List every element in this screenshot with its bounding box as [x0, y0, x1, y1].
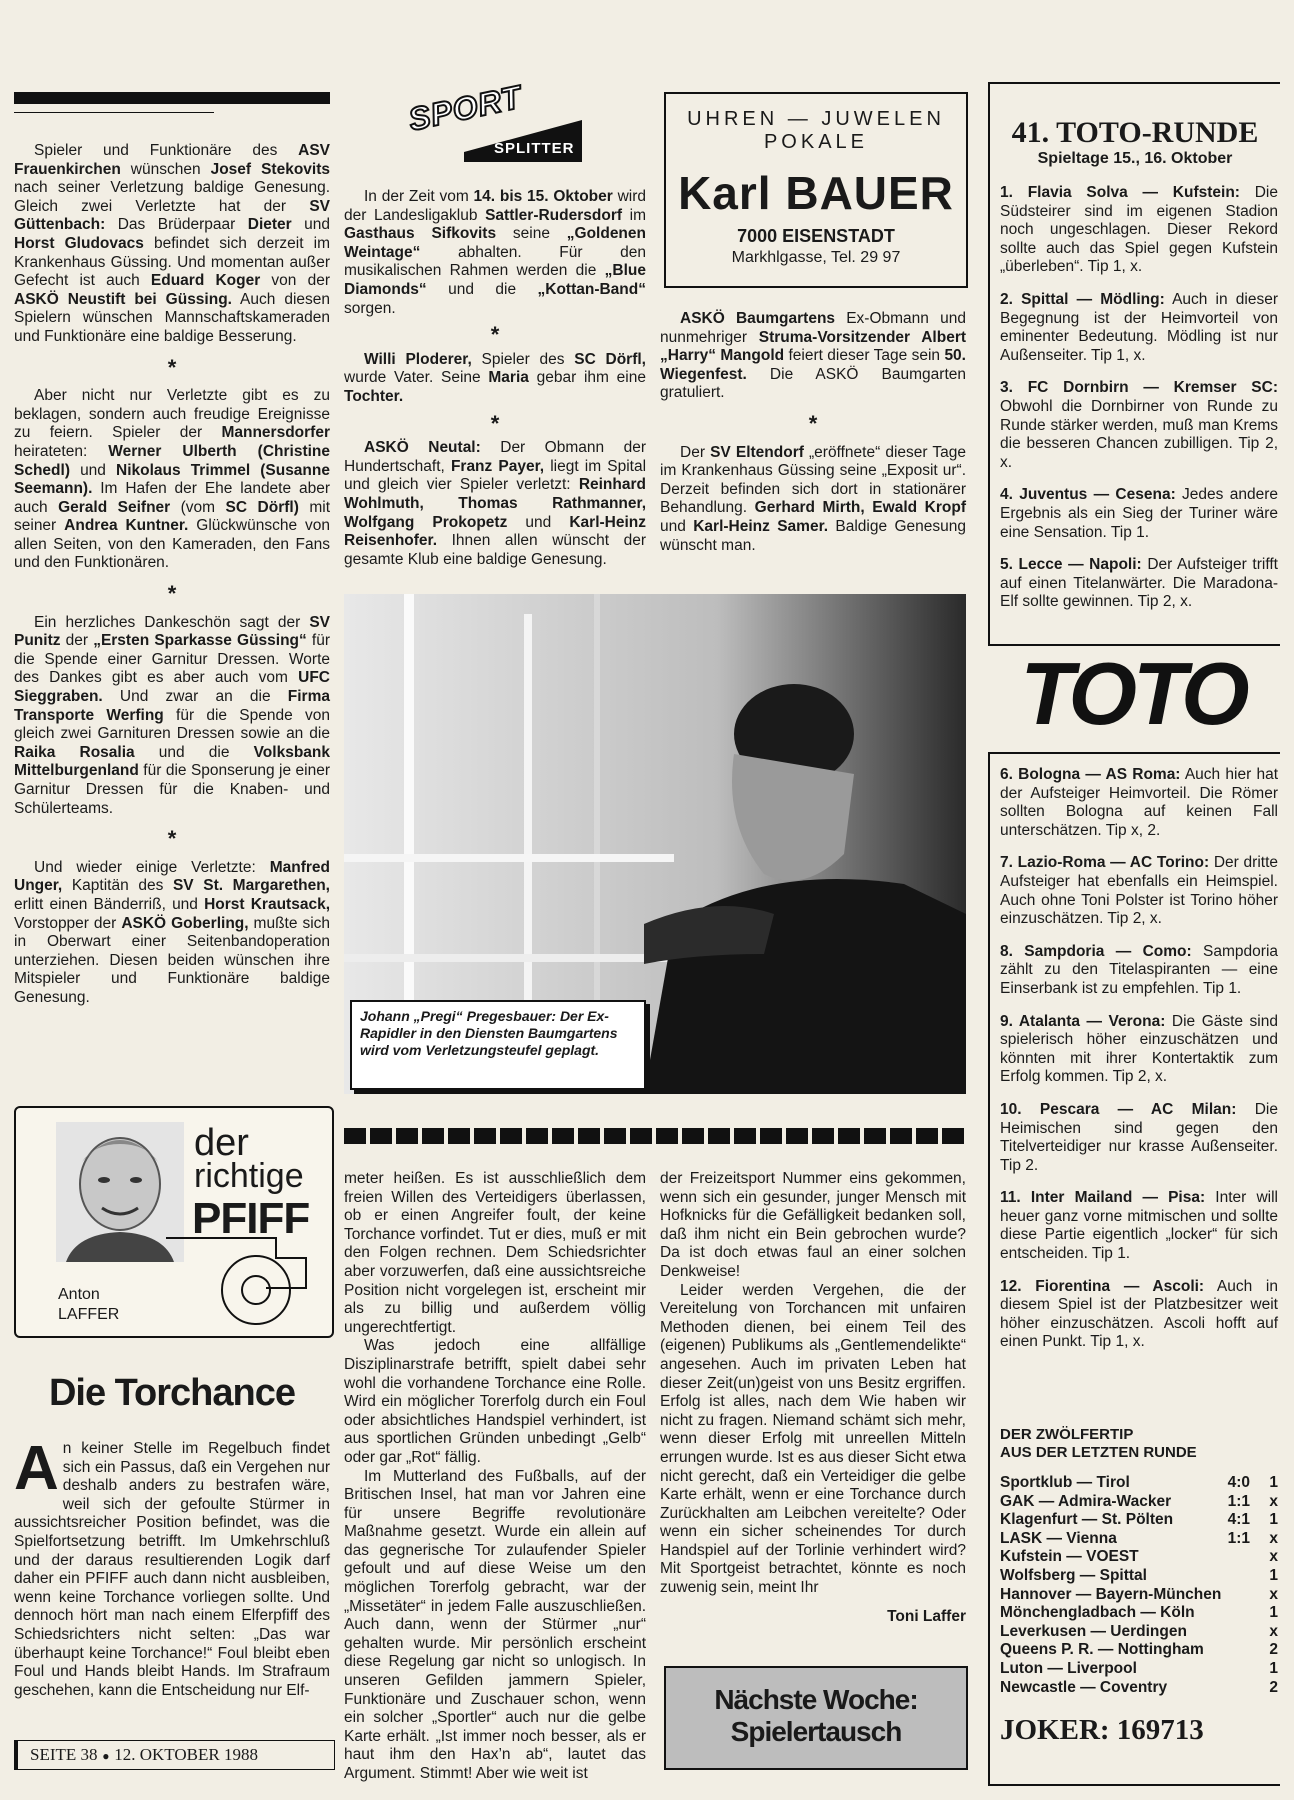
divider-dash: [552, 1128, 574, 1144]
toto-item: 2. Spittal — Mödling: Auch in dieser Begegnung ist der Heimvorteil von eminenter Bedeutung. Mödling ist nur Außenseiter. Tip 1, x.: [1000, 290, 1278, 364]
article-text-col1: n keiner Stelle im Regelbuch findet sich ein Passus, daß ein Vergehen nur deshalb anders zu bestrafen wäre, weil sich der gefoulte Stürmer in aussichtsreicher Position befindet, was die Spielfortsetzung betrifft. Im Umkehrschluß und der daraus resultierenden Logik darf daher ein PFIFF auch dann nicht ausbleiben, wenn keine Torchance vorliegen sollte. Und dennoch hört man nach einem Elferpfiff des Schiedsrichters nicht selten: „Das war überhaupt keine Torchance!“ Foul bleibt eben Foul und Hands bleibt Hands. Im Strafraum geschehen, kann die Entscheidung nur Elf-: [14, 1440, 330, 1699]
bold-run: Maria: [488, 369, 529, 387]
bold-run: „Blue Diamonds“: [344, 262, 646, 298]
col3-para-1: ASKÖ Baumgartens Ex-Obmann und nunmehriger Struma-Vorsitzender Albert „Harry“ Mangold feiert dieser Tage sein 50. Wiegenfest. Die ASKÖ Baumgarten gratuliert.: [660, 310, 967, 402]
col2-para-2: Willi Ploderer, Spieler des SC Dörfl, wurde Vater. Seine Maria gebar ihm eine Tochter.: [344, 350, 646, 405]
toto-item: 4. Juventus — Cesena: Jedes andere Ergebnis als ein Sieg der Turiner wäre eine Sensation. Tip 1.: [1000, 486, 1278, 541]
joker-number: JOKER: 169713: [1000, 1714, 1204, 1746]
result-match: Kufstein — VOEST: [1000, 1548, 1139, 1566]
result-tip: 1: [1269, 1659, 1278, 1677]
divider-dash: [396, 1128, 418, 1144]
drop-cap: A: [14, 1434, 59, 1503]
col2-para-3: ASKÖ Neutal: Der Obmann der Hundertschaft, Franz Payer, liegt im Spital und gleich vier Spieler verletzt: Reinhard Wohlmuth, Thomas Rathmanner, Wolfgang Prokopetz und Karl-Heinz Reisenhofer. Ihnen allen wünscht der gesamte Klub eine baldige Genesung.: [344, 439, 647, 568]
toto-subheading: Spieltage 15., 16. Oktober: [1037, 150, 1233, 167]
toto-match: 9. Atalanta — Verona:: [1000, 1012, 1166, 1030]
result-row: [1000, 1660, 1278, 1679]
result-match: LASK — Vienna: [1000, 1529, 1117, 1547]
divider-dash: [578, 1128, 600, 1144]
toto-heading: 41. TOTO-RUNDE: [1011, 116, 1259, 149]
col2-para-1: In der Zeit vom 14. bis 15. Oktober wird der Landesligaklub Sattler-Rudersdorf im Gasthaus Sifkovits seine „Goldenen Weintage“ abhalten. Für den musikalischen Rahmen werden die „Blue Diamonds“ und die „Kottan-Band“ sorgen.: [344, 188, 646, 317]
separator-star: *: [808, 410, 818, 436]
article-col3-para-2: Leider werden Vergehen, die der Vereitelung von Torchancen mit unfairen Methoden dienen, bei einem Teil des (eigenen) Publikums als „Gentlemendelikte“ angesehen. Auch im privaten Leben hat dieser Zeit(un)geist von uns Besitz ergriffen. Erfolg ist alles, nach dem Wie haben wir nicht zu fragen. Niemand schämt sich mehr, wenn dieser Erfolg mit unreellen Mitteln errungen wurde. Ist es aus dieser Sicht etwa nicht gerecht, daß ein Verteidiger die gelbe Karte erhält, wenn er eine Torchance durch Zurückhalten am Leibchen vereitelte? Oder wenn ein sicher scheinendes Tor durch Handspiel auf der Torlinie verhindert wird? Mit Sportgeist betrachtet, könnte es noch zuwenig sein, meint Ihr: [660, 1281, 966, 1597]
bold-run: Horst Gludovacs: [14, 234, 144, 252]
bold-run: Manfred Unger,: [14, 858, 330, 895]
bold-run: „Ersten Sparkasse Güssing“: [93, 632, 307, 650]
article-title: Die Torchance: [48, 1372, 296, 1414]
result-tip: 2: [1269, 1678, 1278, 1696]
result-score: 4:0: [1227, 1474, 1250, 1491]
divider-dash: [474, 1128, 496, 1144]
result-score: 4:1: [1227, 1511, 1250, 1529]
divider-dash: [630, 1128, 652, 1144]
article-col2-para-2: Was jedoch eine allfällige Disziplinarstrafe betrifft, spielt dabei sehr wohl die vorhandene Torchance eine Rolle. Wird ein möglicher Torerfolg durch ein Foul oder absichtliches Handspiel verhindert, ist aus sportlichen Gründen unbedingt „Gelb“ oder gar „Rot“ fällig.: [344, 1337, 646, 1466]
column-1-text: [14, 142, 330, 1008]
next-week-line-2: Spielertausch: [730, 1716, 902, 1747]
toto-item: 11. Inter Mailand — Pisa: Inter will heuer ganz vorne mitmischen und sollte diese Partie eigentlich „locker“ für sich entscheiden. Tip 1.: [1000, 1189, 1278, 1263]
toto-item: 7. Lazio-Roma — AC Torino: Der dritte Aufsteiger hat ebenfalls ein Heimspiel. Auch ohne Toni Polster ist Torino höher einzuschätzen. Tip 2, x.: [1000, 854, 1278, 928]
result-row: [1000, 1530, 1278, 1549]
bold-run: Gerhard Mirth, Ewald Kropf: [754, 499, 966, 517]
bold-run: Tochter.: [344, 387, 404, 405]
toto-items-1: [1000, 184, 1278, 626]
toto-item: 1. Flavia Solva — Kufstein: Die Südsteirer sind im eigenen Stadion noch ungeschlagen. Dieser Rekord sollte auch das Spiel gegen Kufstein „überleben“. Tip 1, x.: [1000, 184, 1278, 276]
bold-run: Mannersdorfer: [221, 424, 330, 442]
divider-dash: [500, 1128, 522, 1144]
toto-item: 3. FC Dornbirn — Kremser SC: Obwohl die Dornbirner von Runde zu Runde stärker werden, muß man Krems die besseren Chancen zubilligen. Tip 2, x.: [1000, 379, 1278, 471]
photo-caption-box: [350, 1000, 646, 1090]
result-tip: 1: [1269, 1511, 1278, 1529]
toto-match: 10. Pescara — AC Milan:: [1000, 1100, 1237, 1118]
toto-match: 2. Spittal — Mödling:: [1000, 290, 1165, 308]
separator-star: *: [167, 826, 177, 852]
bold-run: Volksbank Mittelburgenland: [14, 743, 330, 780]
bold-run: Werner Ulberth (Christine Schedl): [14, 442, 330, 479]
toto-item: 6. Bologna — AS Roma: Auch hier hat der Aufsteiger Heimvorteil. Die Römer sollten Bologna auf keinen Fall unterschätzen. Tip x, 2.: [1000, 766, 1279, 839]
result-tip: 1: [1269, 1604, 1278, 1622]
pfiff-word-richtige: richtige: [194, 1157, 304, 1195]
article-column-2: [344, 1170, 646, 1784]
result-score: [1227, 1641, 1254, 1660]
result-row: [1000, 1604, 1278, 1623]
divider-dash: [526, 1128, 548, 1144]
bold-run: Karl-Heinz Samer.: [693, 517, 829, 535]
separator-star: *: [490, 410, 500, 436]
ad-name: Karl BAUER: [678, 167, 954, 219]
result-match: Sportklub — Tirol: [1000, 1474, 1130, 1491]
article-col2-para-3: Im Mutterland des Fußballs, auf der Britischen Insel, hat man vor Jahren eine für unsere Begriffe revolutionäre Maßnahme gesetzt. Wurde ein allein auf das gegnerische Tor zulaufender Spieler gefoult und auf diese Weise um den möglichen Torerfolg gebracht, war der „Missetäter“ in jedem Falle auszuschließen. Auch dann, wenn der Stürmer „nur“ gehalten wurde. Mir persönlich erscheint diese Regelung gar nicht so unlogisch. In unseren Gefilden jammern Spieler, Funktionäre und Zuschauer schon, wenn ein solcher „Sportler“ auch nur die gelbe Karte erhält. „Ist immer noch besser, als er haut ihm den Hax’n ab“, lautet das Argument. Stimmt! Aber wie weit ist: [344, 1467, 646, 1782]
result-score: [1227, 1586, 1254, 1605]
sport-logo-word: SPORT: [405, 78, 526, 138]
bold-run: SV St. Margarethen,: [172, 877, 330, 895]
divider-dash: [682, 1128, 704, 1144]
result-row: [1000, 1511, 1278, 1530]
bold-run: SV Punitz: [14, 613, 330, 650]
bold-run: 14. bis 15. Oktober: [473, 188, 613, 205]
bold-run: Dieter: [247, 216, 292, 234]
result-score: [1227, 1548, 1254, 1567]
photo-caption: Johann „Pregi“ Pregesbauer: Der Ex-Rapidler in den Diensten Baumgartens wird vom Verletzungsteufel geplagt.: [360, 1008, 618, 1058]
divider-dash: [734, 1128, 756, 1144]
bold-run: ASV Frauenkirchen: [14, 142, 330, 178]
result-row: [1000, 1567, 1278, 1586]
result-tip: 2: [1269, 1641, 1278, 1659]
col1-para-4: Und wieder einige Verletzte: Manfred Unger, Kaptitän des SV St. Margarethen, erlitt einen Bänderriß, und Horst Krautsack, Vorstopper der ASKÖ Goberling, mußte sich in Oberwart einer Seitenbandoperation unterziehen. Diesen beiden wünschen ihre Mitspieler und Funktionäre baldige Genesung.: [14, 858, 331, 1006]
bold-run: Willi Ploderer,: [364, 350, 472, 368]
bold-run: SC Dörfl): [225, 498, 299, 516]
divider-dash: [708, 1128, 730, 1144]
bold-run: Gerald Seifner: [58, 498, 171, 516]
result-tip: x: [1269, 1529, 1278, 1547]
column-1-thin-line: [14, 112, 214, 113]
article-column-1: [14, 1434, 330, 1700]
result-row: [1000, 1474, 1278, 1493]
bold-run: Reinhard Wohlmuth, Thomas Rathmanner, Wolfgang Prokopetz: [344, 476, 646, 531]
toto-logo: TOTO: [1020, 644, 1246, 743]
toto-match: 4. Juventus — Cesena:: [1000, 486, 1176, 504]
advertisement-karl-bauer: [664, 92, 968, 288]
result-score: [1227, 1660, 1254, 1679]
footer-date: 12. OKTOBER 1988: [114, 1745, 258, 1764]
article-signature: Toni Laffer: [887, 1607, 966, 1625]
toto-match: 12. Fiorentina — Ascoli:: [1000, 1277, 1205, 1295]
result-tip: 1: [1269, 1566, 1278, 1584]
author-last-name: LAFFER: [58, 1306, 120, 1323]
col3-para-2: Der SV Eltendorf „eröffnete“ dieser Tage im Krankenhaus Güssing seine „Exposit ur“. Derzeit befinden sich dort in stationärer Behandlung. Gerhard Mirth, Ewald Kropf und Karl-Heinz Samer. Baldige Genesung wünscht man.: [660, 443, 966, 554]
divider-dash: [942, 1128, 964, 1144]
separator-star: *: [167, 581, 177, 607]
article-dashed-divider: [344, 1128, 966, 1144]
result-row: [1000, 1493, 1278, 1512]
ad-city: 7000 EISENSTADT: [737, 226, 895, 246]
result-match: Wolfsberg — Spittal: [1000, 1566, 1147, 1584]
article-col2-para-1: meter heißen. Es ist ausschließlich dem freien Willen des Verteidigers überlassen, ob er einen Angreifer foult, der keine Torchance vorfindet. Tut er dies, muß er mit den Folgen rechnen. Dem Schiedsrichter aber vorzuwerfen, daß eine aussichtsreiche Position nicht vorgelegen ist, erscheint mir als zu billig und außerdem völlig ungerechtfertigt.: [344, 1170, 646, 1336]
bold-run: Raika Rosalia: [14, 743, 135, 761]
toto-match: 7. Lazio-Roma — AC Torino:: [1000, 854, 1210, 872]
result-row: [1000, 1679, 1278, 1698]
toto-item: 5. Lecce — Napoli: Der Aufsteiger trifft auf einen Titelanwärter. Die Maradona-Elf sollte gewinnen. Tip 2, x.: [1000, 556, 1278, 611]
result-match: Klagenfurt — St. Pölten: [1000, 1511, 1174, 1529]
zwoelfertip-results: [1000, 1474, 1278, 1697]
divider-dash: [370, 1128, 392, 1144]
divider-dash: [864, 1128, 886, 1144]
next-week-line-1: Nächste Woche:: [714, 1684, 918, 1715]
bold-run: ASKÖ Neutal:: [364, 439, 481, 457]
result-score: [1227, 1679, 1254, 1698]
footer-bullet: ●: [102, 1749, 110, 1763]
zwoelfertip-title-line-1: DER ZWÖLFERTIP: [1000, 1426, 1134, 1443]
bold-run: „Goldenen Weintage“: [344, 225, 646, 261]
divider-dash: [344, 1128, 366, 1144]
ad-line-1: UHREN — JUWELEN: [687, 108, 945, 130]
result-match: GAK — Admira-Wacker: [1000, 1492, 1172, 1510]
column-3-text: [660, 310, 966, 555]
footer-page: SEITE 38: [30, 1745, 98, 1764]
splitter-logo-word: SPLITTER: [494, 140, 575, 157]
page-footer: [14, 1740, 335, 1770]
toto-item: 10. Pescara — AC Milan: Die Heimischen sind gegen den Titelverteidiger nur krasse Außenseiter. Tip 2.: [1000, 1100, 1278, 1174]
col1-para-1: Spieler und Funktionäre des ASV Frauenkirchen wünschen Josef Stekovits nach seiner Verletzung baldige Genesung. Gleich zwei Verletzte hat der SV Güttenbach: Das Brüderpaar Dieter und Horst Gludovacs befindet sich derzeit im Krankenhaus Güssing. Und momentan außer Gefecht ist auch Eduard Koger von der ASKÖ Neustift bei Güssing. Auch diesen Spielern wünschen Mannschaftskameraden und Funktionäre eine baldige Besserung.: [14, 142, 331, 345]
article-col3-para-1: der Freizeitsport Nummer eins gekommen, wenn sich ein gesunder, junger Mensch mit Hofknicks für die Gefälligkeit bedanken soll, daß ihm nicht ein Bein gebrochen wurde? Da ist doch etwas faul an einer solchen Denkweise!: [660, 1170, 966, 1280]
toto-item: 8. Sampdoria — Como: Sampdoria zählt zu den Titelaspiranten — eine Einserbank ist zu empfehlen. Tip 1.: [1000, 942, 1279, 997]
result-row: [1000, 1641, 1278, 1660]
bold-run: Struma-Vorsitzender Albert „Harry“ Mangold: [660, 328, 967, 365]
result-score: [1227, 1567, 1254, 1586]
toto-match: 3. FC Dornbirn — Kremser SC:: [1000, 379, 1278, 397]
bold-run: Karl-Heinz Reisenhofer.: [344, 513, 646, 550]
bold-run: UFC Sieggraben.: [14, 669, 330, 706]
whistle-icon: [156, 1228, 326, 1328]
bold-run: Josef Stekovits: [210, 160, 330, 178]
toto-item: 12. Fiorentina — Ascoli: Auch in diesem Spiel ist der Platzbesitzer weit höher einzuschätzen. Ascoli hofft auf einen Punkt. Tip 1, x.: [1000, 1277, 1278, 1351]
bold-run: ASKÖ Goberling,: [121, 914, 249, 932]
ad-address: Markhlgasse, Tel. 29 97: [731, 249, 901, 266]
result-match: Newcastle — Coventry: [1000, 1678, 1168, 1696]
result-match: Luton — Liverpool: [1000, 1659, 1137, 1677]
divider-dash: [838, 1128, 860, 1144]
bold-run: Firma Transporte Werfing: [14, 688, 330, 724]
result-row: [1000, 1586, 1278, 1605]
zwoelfertip-title-line-2: AUS DER LETZTEN RUNDE: [1000, 1444, 1197, 1461]
bold-run: Franz Payer,: [450, 457, 545, 475]
bold-run: „Kottan-Band“: [537, 280, 646, 298]
toto-match: 6. Bologna — AS Roma:: [1000, 766, 1181, 783]
result-match: Leverkusen — Uerdingen: [1000, 1622, 1187, 1640]
results-table: [1000, 1474, 1278, 1697]
bold-run: SV Güttenbach:: [14, 197, 330, 234]
divider-dash: [890, 1128, 912, 1144]
bold-run: Horst Krautsack,: [204, 895, 330, 913]
divider-dash: [812, 1128, 834, 1144]
toto-items-2: [1000, 766, 1278, 1366]
bold-run: Nikolaus Trimmel (Susanne Seemann).: [14, 461, 330, 498]
toto-match: 5. Lecce — Napoli:: [1000, 556, 1142, 574]
bold-run: ASKÖ Neustift bei Güssing.: [14, 290, 232, 308]
result-tip: x: [1269, 1622, 1278, 1640]
column-1-header-bar: [14, 92, 330, 104]
divider-dash: [448, 1128, 470, 1144]
toto-match: 8. Sampdoria — Como:: [1000, 942, 1192, 960]
divider-dash: [786, 1128, 808, 1144]
zwoelfertip-title: [1000, 1426, 1278, 1462]
author-first-name: Anton: [58, 1286, 100, 1303]
toto-match: 1. Flavia Solva — Kufstein:: [1000, 184, 1240, 201]
result-match: Queens P. R. — Nottingham: [1000, 1641, 1204, 1659]
divider-dash: [604, 1128, 626, 1144]
bold-run: SC Dörfl,: [574, 350, 646, 368]
result-score: [1227, 1623, 1254, 1642]
divider-dash: [916, 1128, 938, 1144]
bold-run: Gasthaus Sifkovits: [344, 225, 497, 243]
result-tip: x: [1269, 1492, 1278, 1510]
toto-match: 11. Inter Mailand — Pisa:: [1000, 1189, 1206, 1207]
col1-para-2: Aber nicht nur Verletzte gibt es zu beklagen, sondern auch freudige Ereignisse zu feiern. Spieler der Mannersdorfer heirateten: Werner Ulberth (Christine Schedl) und Nikolaus Trimmel (Susanne Seemann). Im Hafen der Ehe landete aber auch Gerald Seifner (vom SC Dörfl) mit seiner Andrea Kuntner. Glückwünsche von allen Seiten, von den Kameraden, den Fans und den Funktionären.: [14, 387, 331, 572]
article-column-3: [660, 1170, 966, 1626]
result-match: Hannover — Bayern-München: [1000, 1585, 1222, 1603]
bold-run: Sattler-Rudersdorf: [485, 206, 623, 224]
result-tip: 1: [1269, 1474, 1278, 1491]
result-score: 1:1: [1227, 1529, 1250, 1547]
bold-run: Andrea Kuntner.: [64, 517, 189, 535]
result-match: Mönchengladbach — Köln: [1000, 1604, 1195, 1622]
bold-run: 50. Wiegenfest.: [660, 347, 966, 383]
column-2-text: [344, 188, 646, 569]
result-row: [1000, 1548, 1278, 1567]
pfiff-word-pfiff: PFIFF: [192, 1194, 310, 1243]
divider-dash: [422, 1128, 444, 1144]
result-tip: x: [1269, 1585, 1278, 1603]
result-score: 1:1: [1227, 1492, 1250, 1510]
der-richtige-pfiff-box: [14, 1106, 334, 1338]
sport-splitter-logo: [404, 78, 584, 164]
result-row: [1000, 1623, 1278, 1642]
divider-dash: [760, 1128, 782, 1144]
bold-run: Eduard Koger: [150, 272, 261, 290]
separator-star: *: [490, 322, 500, 348]
col1-para-3: Ein herzliches Dankeschön sagt der SV Punitz der „Ersten Sparkasse Güssing“ für die Spende einer Garnitur Dressen. Worte des Dankes gibt es aber auch vom UFC Sieggraben. Und zwar an die Firma Transporte Werfing für die Spende von gleich zwei Garnituren Dressen sowie an die Raika Rosalia und die Volksbank Mittelburgenland für die Sponserung je einer Garnitur Dressen für die Knaben- und Schülerteams.: [14, 613, 331, 817]
bold-run: ASKÖ Baumgartens: [680, 310, 836, 327]
toto-item: 9. Atalanta — Verona: Die Gäste sind spielerisch höher einzuschätzen und könnten mit ihrer Kontertaktik zum Erfolg kommen. Tip 2, x.: [1000, 1012, 1278, 1086]
divider-dash: [656, 1128, 678, 1144]
bold-run: SV Eltendorf: [710, 443, 804, 461]
result-tip: x: [1269, 1548, 1278, 1566]
separator-star: *: [167, 354, 177, 380]
pfiff-word-der: der: [194, 1122, 249, 1164]
next-week-box: [664, 1666, 968, 1770]
ad-line-2: POKALE: [763, 131, 869, 153]
result-score: [1227, 1604, 1254, 1623]
